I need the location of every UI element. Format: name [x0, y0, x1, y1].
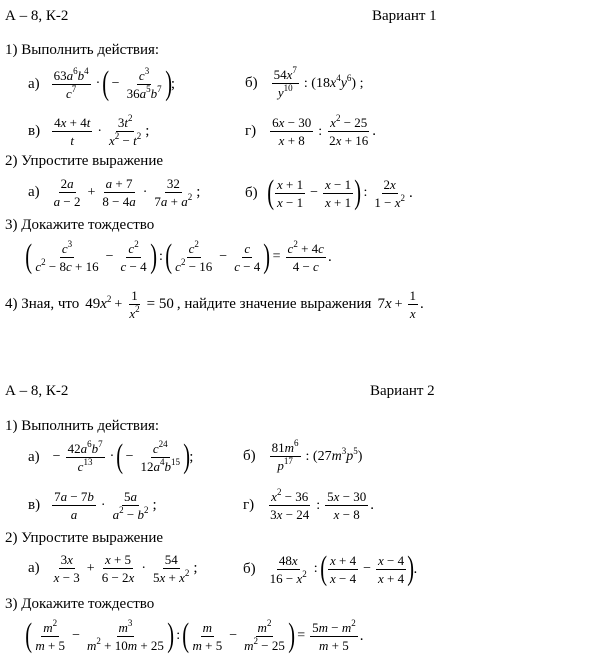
- v2-task1g: г) $\frac{x^2 - 36}{3x - 24}$ : $\frac{5x - 30}{x - 8}$ .: [243, 487, 375, 522]
- v1-task1a: а) $\frac{63a^6b^4}{c^7}$ · ( − $\frac{c^3}{36a^5b^7}$ ) ;: [28, 65, 176, 102]
- v2-header: А – 8, К-2: [5, 383, 69, 399]
- v1-header: А – 8, К-2: [5, 8, 69, 24]
- v2-task2-title: 2) Упростите выражение: [5, 530, 164, 546]
- v1-task1-title: 1) Выполнить действия:: [5, 42, 160, 58]
- v2-task1v: в) $\frac{7a - 7b}{a}$ · $\frac{5a}{a^2 - b^2}$ ;: [28, 489, 157, 522]
- v2-task1b: б) $\frac{81m^6}{p^{17}}$ : $(27m^3p^5)$: [243, 438, 363, 473]
- v2-variant-title: Вариант 2: [370, 383, 435, 399]
- v2-task2b: б) $\frac{48x}{16 - x^2}$ : ( $\frac{x + 4}{x - 4}$ − $\frac{x - 4}{x + 4}$ ) .: [243, 550, 418, 587]
- v2-task3-title: 3) Докажите тождество: [5, 596, 155, 612]
- v2-task1-title: 1) Выполнить действия:: [5, 418, 160, 434]
- v2-task3-identity: ( $\frac{m^2}{m + 5}$ − $\frac{m^3}{m^2 + 10m + 25}$ ) : ( $\frac{m}{m + 5}$ − $\frac{m^2}{m^2 - 25}$ ) = $\frac{5m - m^2}{m + 5}$ .: [25, 617, 364, 654]
- v1-task2-title: 2) Упростите выражение: [5, 153, 164, 169]
- v1-task2a: а) $\frac{2a}{a - 2}$ + $\frac{a + 7}{8 - 4a}$ · $\frac{32}{7a + a^2}$ ;: [28, 176, 201, 209]
- v1-task2b: б) ( $\frac{x + 1}{x - 1}$ − $\frac{x - 1}{x + 1}$ ) : $\frac{2x}{1 - x^2}$ .: [245, 174, 413, 211]
- v2-task2a: а) $\frac{3x}{x - 3}$ + $\frac{x + 5}{6 - 2x}$ · $\frac{54}{5x + x^2}$ ;: [28, 552, 198, 585]
- v1-task1g: г) $\frac{6x - 30}{x + 8}$ : $\frac{x^2 - 25}{2x + 16}$ .: [245, 113, 377, 148]
- v1-task3-identity: ( $\frac{c^3}{c^2 - 8c + 16}$ − $\frac{c^2}{c - 4}$ ) : ( $\frac{c^2}{c^2 - 16}$ − $\frac{c}{c - 4}$ ) = $\frac{c^2 + 4c}{4 - c}$ .: [25, 238, 332, 275]
- v1-task4: 4) Зная, что $49x^2$ + $\frac{1}{x^2}$ = 50 , найдите значение выражения 7x + $\frac{1}{x}$ .: [5, 288, 424, 321]
- v2-task1a: а) − $\frac{42a^6b^7}{c^{13}}$ · ( − $\frac{c^{24}}{12a^4b^{15}}$ ) ;: [28, 438, 194, 475]
- v1-variant-title: Вариант 1: [372, 8, 437, 24]
- v1-task1b: б) $\frac{54x^7}{y^{10}}$ : $(18x^4y^6)$ ;: [245, 65, 364, 100]
- v1-task1v: в) $\frac{4x + 4t}{t}$ · $\frac{3t^2}{x^2 - t^2}$ ;: [28, 113, 150, 148]
- v1-task3-title: 3) Докажите тождество: [5, 217, 155, 233]
